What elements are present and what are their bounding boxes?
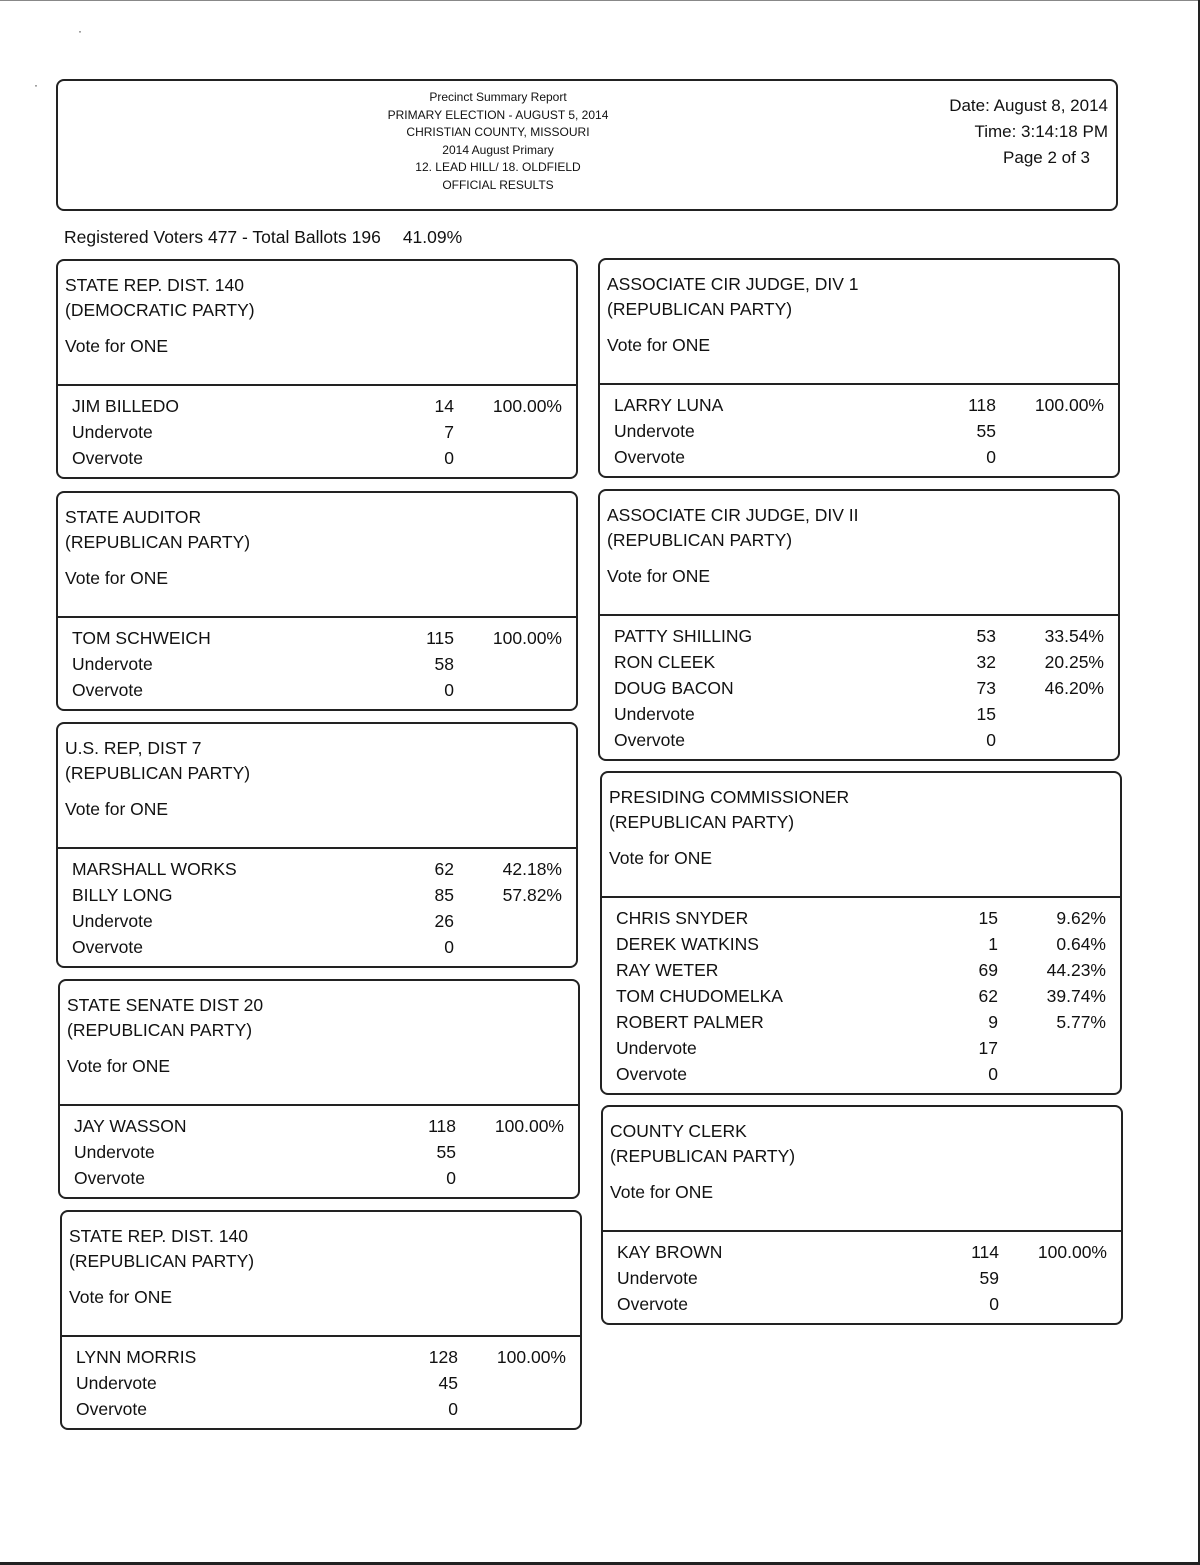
candidate-name: Undervote xyxy=(72,911,153,931)
vote-percent: 39.74% xyxy=(1046,986,1106,1006)
result-row xyxy=(60,1139,578,1165)
contest-office: U.S. REP, DIST 7 xyxy=(65,738,202,758)
contest-results xyxy=(58,386,576,477)
result-row xyxy=(602,1061,1120,1087)
vote-count: 128 xyxy=(428,1347,458,1367)
result-row xyxy=(62,1370,580,1396)
candidate-name: Undervote xyxy=(76,1373,157,1393)
vote-count: 118 xyxy=(428,1116,456,1136)
candidate-name: Undervote xyxy=(616,1038,697,1058)
result-row xyxy=(600,675,1118,701)
contest-party: (REPUBLICAN PARTY) xyxy=(607,299,793,319)
contest-box xyxy=(60,1210,582,1430)
contest-title xyxy=(607,503,859,553)
vote-for-instruction: Vote for ONE xyxy=(65,799,169,819)
contest-results xyxy=(600,616,1118,759)
candidate-name: CHRIS SNYDER xyxy=(616,908,749,928)
contest-title xyxy=(610,1119,795,1169)
vote-percent: 100.00% xyxy=(1037,1242,1107,1262)
result-row xyxy=(600,623,1118,649)
vote-count: 7 xyxy=(444,422,454,442)
vote-count: 32 xyxy=(976,652,996,672)
contest-office: STATE AUDITOR xyxy=(65,507,202,527)
result-row xyxy=(58,882,576,908)
result-row xyxy=(603,1265,1121,1291)
vote-percent: 33.54% xyxy=(1044,626,1104,646)
result-row xyxy=(600,444,1118,470)
vote-count: 58 xyxy=(434,654,454,674)
result-row xyxy=(60,1113,578,1139)
candidate-name: Undervote xyxy=(614,421,695,441)
vote-for-instruction: Vote for ONE xyxy=(610,1182,714,1202)
contest-office: PRESIDING COMMISSIONER xyxy=(609,787,850,807)
contest-results xyxy=(58,618,576,709)
vote-count: 15 xyxy=(976,704,996,724)
contest-box xyxy=(598,489,1120,761)
result-row xyxy=(58,908,576,934)
contest-title xyxy=(609,785,849,835)
vote-count: 0 xyxy=(444,680,454,700)
vote-for-instruction: Vote for ONE xyxy=(609,848,713,868)
candidate-name: LYNN MORRIS xyxy=(76,1347,197,1367)
candidate-name: RON CLEEK xyxy=(614,652,716,672)
vote-count: 0 xyxy=(988,1064,998,1084)
contest-party: (REPUBLICAN PARTY) xyxy=(65,532,251,552)
contest-party: (REPUBLICAN PARTY) xyxy=(69,1251,255,1271)
report-title-block xyxy=(358,89,638,194)
report-type: Precinct Summary Report xyxy=(429,90,567,104)
contest-party: (REPUBLICAN PARTY) xyxy=(65,763,251,783)
results-status: OFFICIAL RESULTS xyxy=(442,177,554,192)
vote-count: 114 xyxy=(971,1242,999,1262)
vote-percent: 57.82% xyxy=(502,885,562,905)
vote-for-instruction: Vote for ONE xyxy=(65,336,169,356)
contest-box xyxy=(601,1105,1123,1325)
result-row xyxy=(58,419,576,445)
contest-box xyxy=(56,491,578,711)
vote-count: 26 xyxy=(434,911,454,931)
registered-voters-total-ballots: Registered Voters 477 - Total Ballots 196 xyxy=(64,227,381,247)
vote-for-instruction: Vote for ONE xyxy=(607,566,711,586)
vote-count: 45 xyxy=(438,1373,458,1393)
contest-results xyxy=(60,1106,578,1197)
vote-count: 0 xyxy=(986,730,996,750)
candidate-name: KAY BROWN xyxy=(617,1242,723,1262)
vote-percent: 100.00% xyxy=(494,1116,564,1136)
vote-count: 14 xyxy=(434,396,454,416)
result-row xyxy=(600,392,1118,418)
contest-header xyxy=(58,493,576,618)
vote-count: 69 xyxy=(978,960,998,980)
vote-for-instruction: Vote for ONE xyxy=(67,1056,171,1076)
result-row xyxy=(62,1344,580,1370)
result-row xyxy=(58,856,576,882)
contest-header xyxy=(58,261,576,386)
contest-results xyxy=(62,1337,580,1428)
result-row xyxy=(58,677,576,703)
contest-title xyxy=(69,1224,254,1274)
candidate-name: ROBERT PALMER xyxy=(616,1012,764,1032)
vote-count: 73 xyxy=(976,678,996,698)
candidate-name: RAY WETER xyxy=(616,960,719,980)
vote-percent: 44.23% xyxy=(1046,960,1106,980)
precinct-name: 12. LEAD HILL/ 18. OLDFIELD xyxy=(415,160,581,174)
result-row xyxy=(600,727,1118,753)
candidate-name: DEREK WATKINS xyxy=(616,934,759,954)
candidate-name: TOM SCHWEICH xyxy=(72,628,211,648)
contest-header xyxy=(600,260,1118,385)
candidate-name: Overvote xyxy=(72,937,143,957)
result-row xyxy=(58,651,576,677)
candidate-name: DOUG BACON xyxy=(614,678,734,698)
candidate-name: Undervote xyxy=(72,654,153,674)
contest-box xyxy=(56,722,578,968)
vote-count: 0 xyxy=(989,1294,999,1314)
contest-box xyxy=(600,771,1122,1095)
contest-office: ASSOCIATE CIR JUDGE, DIV II xyxy=(607,505,859,525)
contest-header xyxy=(600,491,1118,616)
candidate-name: BILLY LONG xyxy=(72,885,173,905)
candidate-name: Overvote xyxy=(76,1399,147,1419)
report-date: Date: August 8, 2014 xyxy=(949,96,1108,115)
contest-title xyxy=(67,993,263,1043)
vote-percent: 46.20% xyxy=(1044,678,1104,698)
contest-party: (REPUBLICAN PARTY) xyxy=(609,812,795,832)
vote-count: 17 xyxy=(978,1038,998,1058)
vote-percent: 100.00% xyxy=(492,396,562,416)
candidate-name: Overvote xyxy=(74,1168,145,1188)
candidate-name: JIM BILLEDO xyxy=(72,396,179,416)
candidate-name: Overvote xyxy=(617,1294,688,1314)
vote-percent: 5.77% xyxy=(1056,1012,1106,1032)
vote-count: 0 xyxy=(444,448,454,468)
result-row xyxy=(600,418,1118,444)
result-row xyxy=(58,445,576,471)
candidate-name: Undervote xyxy=(614,704,695,724)
vote-for-instruction: Vote for ONE xyxy=(65,568,169,588)
vote-count: 55 xyxy=(436,1142,456,1162)
candidate-name: JAY WASSON xyxy=(74,1116,187,1136)
contest-office: STATE REP. DIST. 140 xyxy=(65,275,244,295)
result-row xyxy=(60,1165,578,1191)
result-row xyxy=(602,1009,1120,1035)
contest-office: STATE REP. DIST. 140 xyxy=(69,1226,248,1246)
vote-percent: 0.64% xyxy=(1056,934,1106,954)
result-row xyxy=(602,957,1120,983)
vote-count: 0 xyxy=(448,1399,458,1419)
vote-percent: 20.25% xyxy=(1044,652,1104,672)
candidate-name: Undervote xyxy=(72,422,153,442)
result-row xyxy=(602,1035,1120,1061)
contest-office: ASSOCIATE CIR JUDGE, DIV 1 xyxy=(607,274,859,294)
contest-results xyxy=(603,1232,1121,1323)
turnout-summary xyxy=(64,227,462,248)
vote-count: 115 xyxy=(426,628,454,648)
candidate-name: Overvote xyxy=(614,730,685,750)
contest-party: (REPUBLICAN PARTY) xyxy=(610,1146,796,1166)
vote-count: 1 xyxy=(988,934,998,954)
contest-header xyxy=(603,1107,1121,1232)
election-label: 2014 August Primary xyxy=(442,142,554,157)
result-row xyxy=(58,934,576,960)
candidate-name: TOM CHUDOMELKA xyxy=(616,986,783,1006)
vote-count: 15 xyxy=(978,908,998,928)
result-row xyxy=(602,983,1120,1009)
vote-count: 85 xyxy=(434,885,454,905)
candidate-name: Undervote xyxy=(74,1142,155,1162)
vote-count: 62 xyxy=(434,859,454,879)
vote-count: 0 xyxy=(986,447,996,467)
contest-results xyxy=(602,898,1120,1093)
contest-party: (REPUBLICAN PARTY) xyxy=(67,1020,253,1040)
scan-speck: · xyxy=(34,78,38,92)
candidate-name: Overvote xyxy=(616,1064,687,1084)
result-row xyxy=(62,1396,580,1422)
page-top-edge xyxy=(0,0,1200,1)
contest-header xyxy=(58,724,576,849)
vote-count: 62 xyxy=(978,986,998,1006)
candidate-name: MARSHALL WORKS xyxy=(72,859,237,879)
result-row xyxy=(600,649,1118,675)
contest-header xyxy=(60,981,578,1106)
vote-count: 59 xyxy=(979,1268,999,1288)
vote-count: 55 xyxy=(976,421,996,441)
contest-header xyxy=(602,773,1120,898)
result-row xyxy=(602,905,1120,931)
contest-title xyxy=(65,505,250,555)
contest-title xyxy=(65,736,250,786)
contest-results xyxy=(600,385,1118,476)
result-row xyxy=(58,393,576,419)
report-meta xyxy=(888,93,1108,171)
contest-box xyxy=(598,258,1120,478)
contest-box xyxy=(58,979,580,1199)
vote-percent: 100.00% xyxy=(1034,395,1104,415)
report-header xyxy=(56,79,1118,211)
page-number: Page 2 of 3 xyxy=(1003,148,1090,167)
contest-box xyxy=(56,259,578,479)
vote-percent: 100.00% xyxy=(492,628,562,648)
election-name: PRIMARY ELECTION - AUGUST 5, 2014 xyxy=(387,107,609,122)
vote-count: 53 xyxy=(976,626,996,646)
candidate-name: Overvote xyxy=(72,448,143,468)
result-row xyxy=(603,1291,1121,1317)
contest-office: STATE SENATE DIST 20 xyxy=(67,995,264,1015)
candidate-name: LARRY LUNA xyxy=(614,395,724,415)
report-time: Time: 3:14:18 PM xyxy=(974,122,1108,141)
candidate-name: Undervote xyxy=(617,1268,698,1288)
vote-percent: 42.18% xyxy=(502,859,562,879)
vote-percent: 9.62% xyxy=(1056,908,1106,928)
result-row xyxy=(58,625,576,651)
contest-header xyxy=(62,1212,580,1337)
result-row xyxy=(600,701,1118,727)
county-name: CHRISTIAN COUNTY, MISSOURI xyxy=(406,125,590,139)
vote-count: 0 xyxy=(446,1168,456,1188)
result-row xyxy=(603,1239,1121,1265)
contest-party: (DEMOCRATIC PARTY) xyxy=(65,300,255,320)
contest-results xyxy=(58,849,576,966)
vote-count: 0 xyxy=(444,937,454,957)
vote-percent: 100.00% xyxy=(496,1347,566,1367)
contest-title xyxy=(607,272,859,322)
result-row xyxy=(602,931,1120,957)
candidate-name: Overvote xyxy=(72,680,143,700)
scan-speck: · xyxy=(78,24,82,38)
turnout-percent: 41.09% xyxy=(402,227,463,247)
vote-count: 118 xyxy=(968,395,996,415)
contest-party: (REPUBLICAN PARTY) xyxy=(607,530,793,550)
vote-count: 9 xyxy=(988,1012,998,1032)
vote-for-instruction: Vote for ONE xyxy=(607,335,711,355)
vote-for-instruction: Vote for ONE xyxy=(69,1287,173,1307)
contest-title xyxy=(65,273,255,323)
candidate-name: PATTY SHILLING xyxy=(614,626,753,646)
candidate-name: Overvote xyxy=(614,447,685,467)
contest-office: COUNTY CLERK xyxy=(610,1121,747,1141)
